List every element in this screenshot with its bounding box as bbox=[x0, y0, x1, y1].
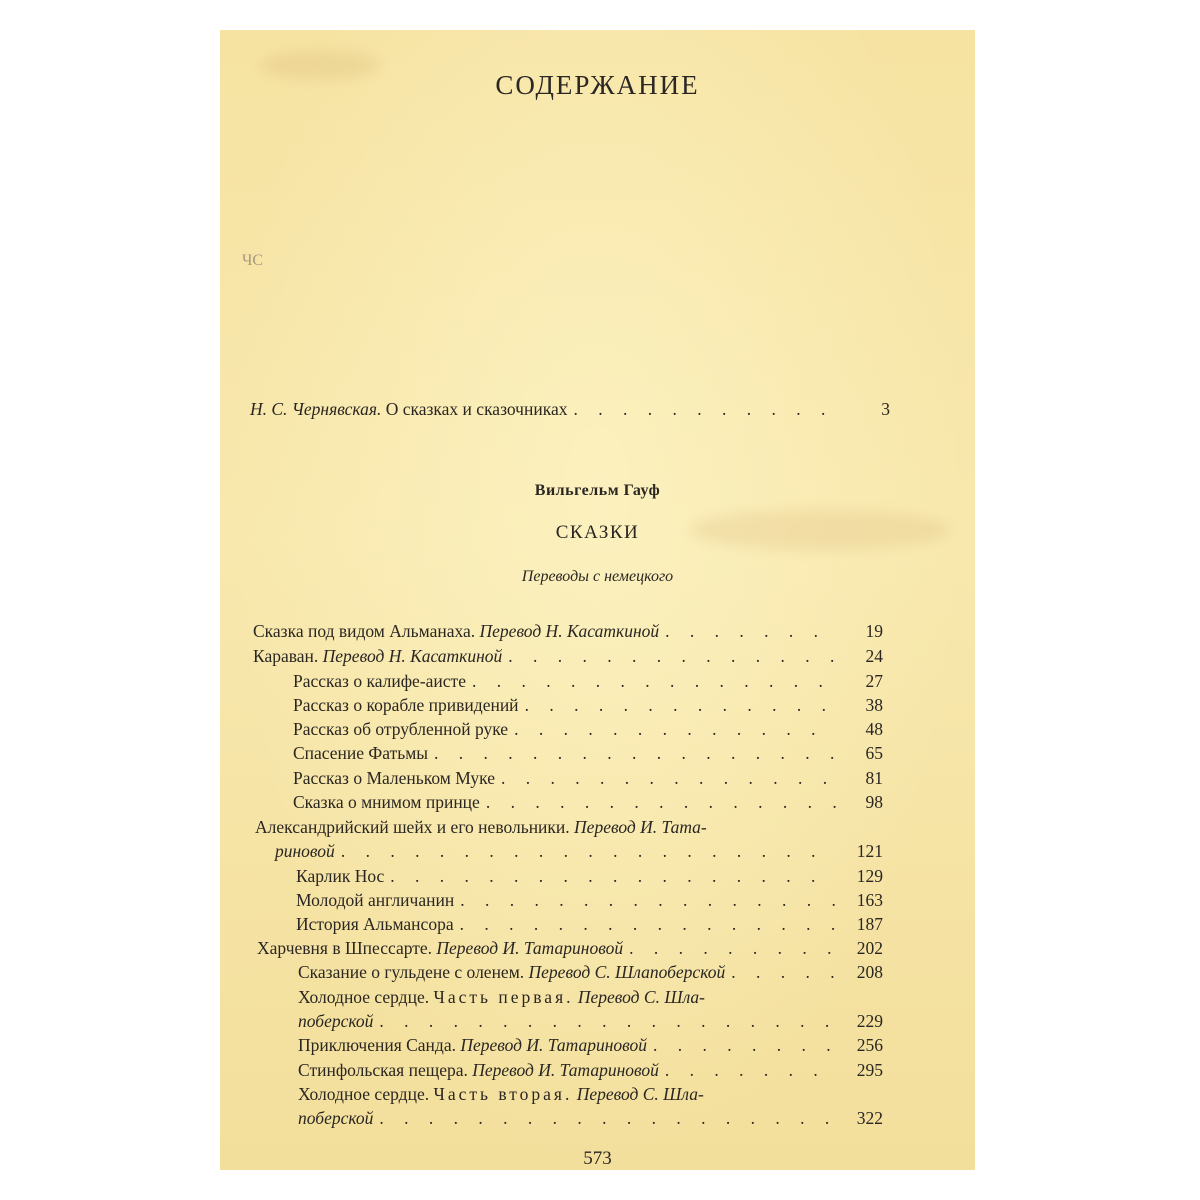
toc-page-number: 48 bbox=[865, 719, 883, 739]
toc-entry bbox=[257, 937, 883, 959]
toc-entry-first-line bbox=[298, 986, 705, 1008]
toc-entry-first-line bbox=[255, 816, 707, 838]
intro-author: Н. С. Чернявская. bbox=[250, 399, 382, 419]
leader-dots bbox=[665, 1059, 837, 1081]
toc-entry bbox=[293, 791, 883, 813]
toc-page-number: 256 bbox=[856, 1035, 883, 1055]
toc-entry bbox=[293, 767, 883, 789]
toc-page-number: 38 bbox=[865, 695, 883, 715]
toc-entry bbox=[296, 865, 883, 887]
toc-entry-label: История Альмансора bbox=[296, 914, 454, 934]
toc-entry-label: Сказка под видом Альманаха. bbox=[253, 621, 476, 641]
toc-page-number: 202 bbox=[856, 938, 883, 958]
toc-entry-continuation: поберской bbox=[298, 1011, 374, 1031]
leader-dots bbox=[379, 1010, 837, 1032]
leader-dots bbox=[486, 791, 837, 813]
toc-entry-label: Холодное сердце. bbox=[298, 987, 430, 1007]
toc-entry-label: Сказка о мнимом принце bbox=[293, 792, 480, 812]
toc-page-number: 129 bbox=[856, 866, 883, 886]
toc-entry-translator: Перевод С. Шлапоберской bbox=[528, 962, 726, 982]
leader-dots bbox=[472, 670, 837, 692]
toc-entry-first-line bbox=[298, 1083, 704, 1105]
toc-entry-translator: Перевод И. Тата- bbox=[574, 817, 707, 837]
leader-dots bbox=[508, 645, 837, 667]
toc-page-number: 81 bbox=[865, 768, 883, 788]
toc-entry bbox=[293, 742, 883, 764]
toc-page-number: 98 bbox=[865, 792, 883, 812]
toc-entry bbox=[298, 1034, 883, 1056]
toc-entry-label: Карлик Нос bbox=[296, 866, 385, 886]
toc-page-number: 229 bbox=[856, 1011, 883, 1031]
toc-entry-label: Александрийский шейх и его невольники. bbox=[255, 817, 570, 837]
intro-title: О сказках и сказочниках bbox=[385, 399, 568, 419]
book-page bbox=[220, 30, 975, 1170]
toc-page-number: 3 bbox=[881, 399, 890, 419]
leader-dots bbox=[525, 694, 837, 716]
toc-entry-continuation: риновой bbox=[275, 841, 335, 861]
toc-entry bbox=[298, 1010, 883, 1032]
toc-entry bbox=[253, 645, 883, 667]
toc-entry-label: Караван. bbox=[253, 646, 319, 666]
leader-dots bbox=[501, 767, 837, 789]
toc-entry bbox=[298, 1059, 883, 1081]
toc-entry bbox=[293, 718, 883, 740]
leader-dots bbox=[573, 398, 844, 420]
toc-entry-label: Спасение Фатьмы bbox=[293, 743, 429, 763]
toc-page-number: 19 bbox=[865, 621, 883, 641]
toc-entry-translator: Перевод Н. Касаткиной bbox=[322, 646, 503, 666]
toc-entry-label: Рассказ о Маленьком Муке bbox=[293, 768, 495, 788]
toc-page-number: 24 bbox=[865, 646, 883, 666]
toc-entry bbox=[253, 620, 883, 642]
toc-page-number: 208 bbox=[856, 962, 883, 982]
toc-entry-translator: Перевод И. Татариновой bbox=[436, 938, 624, 958]
toc-entry-translator: Перевод Н. Касаткиной bbox=[479, 621, 660, 641]
toc-entry-continuation: поберской bbox=[298, 1108, 374, 1128]
leader-dots bbox=[629, 937, 837, 959]
toc-entry-label: Сказание о гульдене с оленем. bbox=[298, 962, 525, 982]
section-subtitle: Переводы с немецкого bbox=[521, 568, 674, 585]
toc-entry-translator: Перевод С. Шла- bbox=[577, 987, 706, 1007]
toc-entry-translator: Перевод С. Шла- bbox=[576, 1084, 704, 1104]
toc-entry-label: Рассказ о калифе-аисте bbox=[293, 671, 466, 691]
page-title: СОДЕРЖАНИЕ bbox=[495, 70, 700, 100]
toc-entry-label: Молодой англичанин bbox=[296, 890, 455, 910]
toc-entry-label: Приключения Санда. bbox=[298, 1035, 456, 1055]
toc-entry-label: Рассказ о корабле привидений bbox=[293, 695, 519, 715]
section-author: Вильгельм Гауф bbox=[534, 482, 661, 499]
toc-entry-part: Часть первая. bbox=[433, 987, 574, 1007]
leader-dots bbox=[434, 742, 837, 764]
leader-dots bbox=[390, 865, 837, 887]
toc-entry-part: Часть вторая. bbox=[433, 1084, 573, 1104]
toc-entry bbox=[293, 694, 883, 716]
leader-dots bbox=[460, 913, 837, 935]
toc-entry bbox=[293, 670, 883, 692]
toc-entry bbox=[298, 1107, 883, 1129]
toc-page-number: 187 bbox=[856, 914, 883, 934]
toc-entry-label: Холодное сердце. bbox=[298, 1084, 430, 1104]
toc-entry bbox=[296, 913, 883, 935]
leader-dots bbox=[731, 961, 837, 983]
toc-entry-label: Рассказ об отрубленной руке bbox=[293, 719, 509, 739]
toc-entry-label: Харчевня в Шпессарте. bbox=[257, 938, 433, 958]
toc-entry bbox=[296, 889, 883, 911]
leader-dots bbox=[379, 1107, 837, 1129]
toc-entry bbox=[298, 961, 883, 983]
toc-page-number: 27 bbox=[865, 671, 883, 691]
toc-entry-translator: Перевод И. Татариновой bbox=[472, 1060, 659, 1080]
leader-dots bbox=[653, 1034, 837, 1056]
ghost-mark: ЧС bbox=[242, 252, 264, 269]
leader-dots bbox=[341, 840, 837, 862]
leader-dots bbox=[514, 718, 837, 740]
toc-entry bbox=[275, 840, 883, 862]
toc-page-number: 295 bbox=[856, 1060, 883, 1080]
toc-entry-intro bbox=[250, 398, 890, 420]
toc-page-number: 322 bbox=[856, 1108, 883, 1128]
section-title: СКАЗКИ bbox=[555, 522, 640, 543]
toc-entry-translator: Перевод И. Татариновой bbox=[460, 1035, 648, 1055]
leader-dots bbox=[460, 889, 837, 911]
toc-page-number: 65 bbox=[865, 743, 883, 763]
toc-entry-label bbox=[250, 398, 567, 420]
toc-page-number: 121 bbox=[856, 841, 883, 861]
toc-page-number: 163 bbox=[856, 890, 883, 910]
toc-entry-label: Стинфольская пещера. bbox=[298, 1060, 468, 1080]
page-number-footer: 573 bbox=[583, 1148, 612, 1169]
leader-dots bbox=[665, 620, 837, 642]
